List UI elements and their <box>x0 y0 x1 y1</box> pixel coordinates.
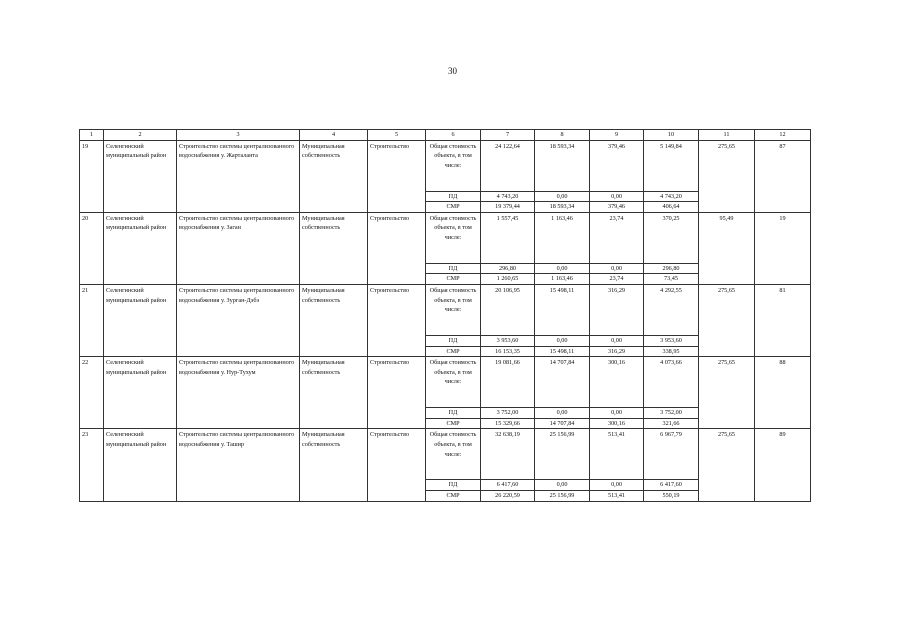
line-label: ПД <box>426 263 481 274</box>
value-cell: 379,46 <box>590 202 644 213</box>
value-cell: 25 156,99 <box>535 429 590 480</box>
value-cell: 370,25 <box>644 212 699 263</box>
value-cell: 0,00 <box>590 336 644 347</box>
value-cell: 15 329,66 <box>481 418 535 429</box>
value-cell: 6 417,60 <box>481 480 535 491</box>
value-cell-11: 275,65 <box>699 285 755 357</box>
line-label: Общая стоимость объекта, в том числе: <box>426 429 481 480</box>
type-cell: Строительство <box>368 212 426 284</box>
row-number: 21 <box>80 285 104 357</box>
value-cell-12: 19 <box>755 212 811 284</box>
value-cell: 4 073,66 <box>644 357 699 408</box>
value-cell: 3 953,60 <box>644 336 699 347</box>
value-cell: 513,41 <box>590 491 644 502</box>
value-cell: 296,80 <box>644 263 699 274</box>
value-cell: 15 498,11 <box>535 346 590 357</box>
value-cell: 19 081,66 <box>481 357 535 408</box>
value-cell: 513,41 <box>590 429 644 480</box>
value-cell: 5 149,84 <box>644 140 699 191</box>
ownership-cell: Муниципальная собственность <box>300 357 368 429</box>
value-cell: 26 220,59 <box>481 491 535 502</box>
ownership-cell: Муниципальная собственность <box>300 285 368 357</box>
header-cell: 8 <box>535 130 590 141</box>
line-label: ПД <box>426 408 481 419</box>
row-number: 19 <box>80 140 104 212</box>
table-row <box>80 357 811 408</box>
line-label: СМР <box>426 346 481 357</box>
object-cell: Строительство системы централизованного водоснабжения у. Нур-Тухум <box>177 357 300 429</box>
value-cell-12: 88 <box>755 357 811 429</box>
value-cell: 24 122,64 <box>481 140 535 191</box>
table-row <box>80 140 811 191</box>
value-cell: 18 593,34 <box>535 140 590 191</box>
value-cell: 15 498,11 <box>535 285 590 336</box>
line-label: СМР <box>426 274 481 285</box>
value-cell: 300,16 <box>590 418 644 429</box>
header-cell: 10 <box>644 130 699 141</box>
value-cell: 18 593,34 <box>535 202 590 213</box>
line-label: Общая стоимость объекта, в том числе: <box>426 212 481 263</box>
value-cell: 1 163,46 <box>535 212 590 263</box>
value-cell: 1 163,46 <box>535 274 590 285</box>
line-label: Общая стоимость объекта, в том числе: <box>426 357 481 408</box>
header-cell: 7 <box>481 130 535 141</box>
header-cell: 12 <box>755 130 811 141</box>
value-cell: 14 707,84 <box>535 357 590 408</box>
value-cell: 32 638,19 <box>481 429 535 480</box>
row-number: 20 <box>80 212 104 284</box>
line-label: ПД <box>426 191 481 202</box>
header-cell: 11 <box>699 130 755 141</box>
value-cell: 4 292,55 <box>644 285 699 336</box>
value-cell: 25 156,99 <box>535 491 590 502</box>
header-cell: 5 <box>368 130 426 141</box>
value-cell-12: 87 <box>755 140 811 212</box>
type-cell: Строительство <box>368 429 426 501</box>
value-cell: 3 752,00 <box>481 408 535 419</box>
district-cell: Селенгинский муниципальный район <box>104 140 177 212</box>
header-cell: 6 <box>426 130 481 141</box>
header-cell: 1 <box>80 130 104 141</box>
district-cell: Селенгинский муниципальный район <box>104 357 177 429</box>
value-cell: 316,29 <box>590 346 644 357</box>
header-cell: 9 <box>590 130 644 141</box>
value-cell: 0,00 <box>590 263 644 274</box>
value-cell: 3 752,00 <box>644 408 699 419</box>
value-cell-12: 89 <box>755 429 811 501</box>
object-cell: Строительство системы централизованного водоснабжения у. Заган <box>177 212 300 284</box>
value-cell: 14 707,84 <box>535 418 590 429</box>
object-cell: Строительство системы централизованного водоснабжения у. Ташир <box>177 429 300 501</box>
value-cell: 6 967,79 <box>644 429 699 480</box>
value-cell: 0,00 <box>535 480 590 491</box>
type-cell: Строительство <box>368 140 426 212</box>
ownership-cell: Муниципальная собственность <box>300 212 368 284</box>
value-cell: 379,46 <box>590 140 644 191</box>
investment-table <box>79 129 811 502</box>
value-cell-11: 275,65 <box>699 429 755 501</box>
value-cell: 1 260,65 <box>481 274 535 285</box>
value-cell: 0,00 <box>535 336 590 347</box>
value-cell: 1 557,45 <box>481 212 535 263</box>
value-cell: 0,00 <box>590 480 644 491</box>
row-number: 23 <box>80 429 104 501</box>
line-label: Общая стоимость объекта, в том числе: <box>426 140 481 191</box>
ownership-cell: Муниципальная собственность <box>300 140 368 212</box>
table-row <box>80 212 811 263</box>
line-label: Общая стоимость объекта, в том числе: <box>426 285 481 336</box>
object-cell: Строительство системы централизованного водоснабжения у. Зурган-Дэбэ <box>177 285 300 357</box>
line-label: ПД <box>426 336 481 347</box>
value-cell: 316,29 <box>590 285 644 336</box>
table-row <box>80 429 811 480</box>
type-cell: Строительство <box>368 357 426 429</box>
line-label: СМР <box>426 202 481 213</box>
value-cell: 550,19 <box>644 491 699 502</box>
table-row <box>80 285 811 336</box>
object-cell: Строительство системы централизованного водоснабжения у. Жарталанта <box>177 140 300 212</box>
header-cell: 3 <box>177 130 300 141</box>
header-cell: 2 <box>104 130 177 141</box>
value-cell: 0,00 <box>535 408 590 419</box>
value-cell: 0,00 <box>535 263 590 274</box>
value-cell: 23,74 <box>590 274 644 285</box>
value-cell: 0,00 <box>590 408 644 419</box>
value-cell: 338,95 <box>644 346 699 357</box>
value-cell: 4 743,20 <box>644 191 699 202</box>
value-cell: 406,64 <box>644 202 699 213</box>
header-row <box>80 130 811 141</box>
value-cell: 296,80 <box>481 263 535 274</box>
value-cell-11: 95,49 <box>699 212 755 284</box>
value-cell: 19 379,44 <box>481 202 535 213</box>
value-cell: 4 743,20 <box>481 191 535 202</box>
header-cell: 4 <box>300 130 368 141</box>
type-cell: Строительство <box>368 285 426 357</box>
district-cell: Селенгинский муниципальный район <box>104 285 177 357</box>
value-cell-11: 275,65 <box>699 140 755 212</box>
value-cell: 16 153,35 <box>481 346 535 357</box>
page-number: 30 <box>448 66 457 76</box>
value-cell: 20 106,95 <box>481 285 535 336</box>
value-cell: 300,16 <box>590 357 644 408</box>
value-cell: 3 953,60 <box>481 336 535 347</box>
value-cell-12: 81 <box>755 285 811 357</box>
ownership-cell: Муниципальная собственность <box>300 429 368 501</box>
value-cell: 23,74 <box>590 212 644 263</box>
value-cell: 0,00 <box>535 191 590 202</box>
row-number: 22 <box>80 357 104 429</box>
district-cell: Селенгинский муниципальный район <box>104 429 177 501</box>
value-cell: 6 417,60 <box>644 480 699 491</box>
line-label: ПД <box>426 480 481 491</box>
line-label: СМР <box>426 491 481 502</box>
value-cell: 0,00 <box>590 191 644 202</box>
value-cell: 73,45 <box>644 274 699 285</box>
value-cell-11: 275,65 <box>699 357 755 429</box>
value-cell: 321,66 <box>644 418 699 429</box>
line-label: СМР <box>426 418 481 429</box>
district-cell: Селенгинский муниципальный район <box>104 212 177 284</box>
